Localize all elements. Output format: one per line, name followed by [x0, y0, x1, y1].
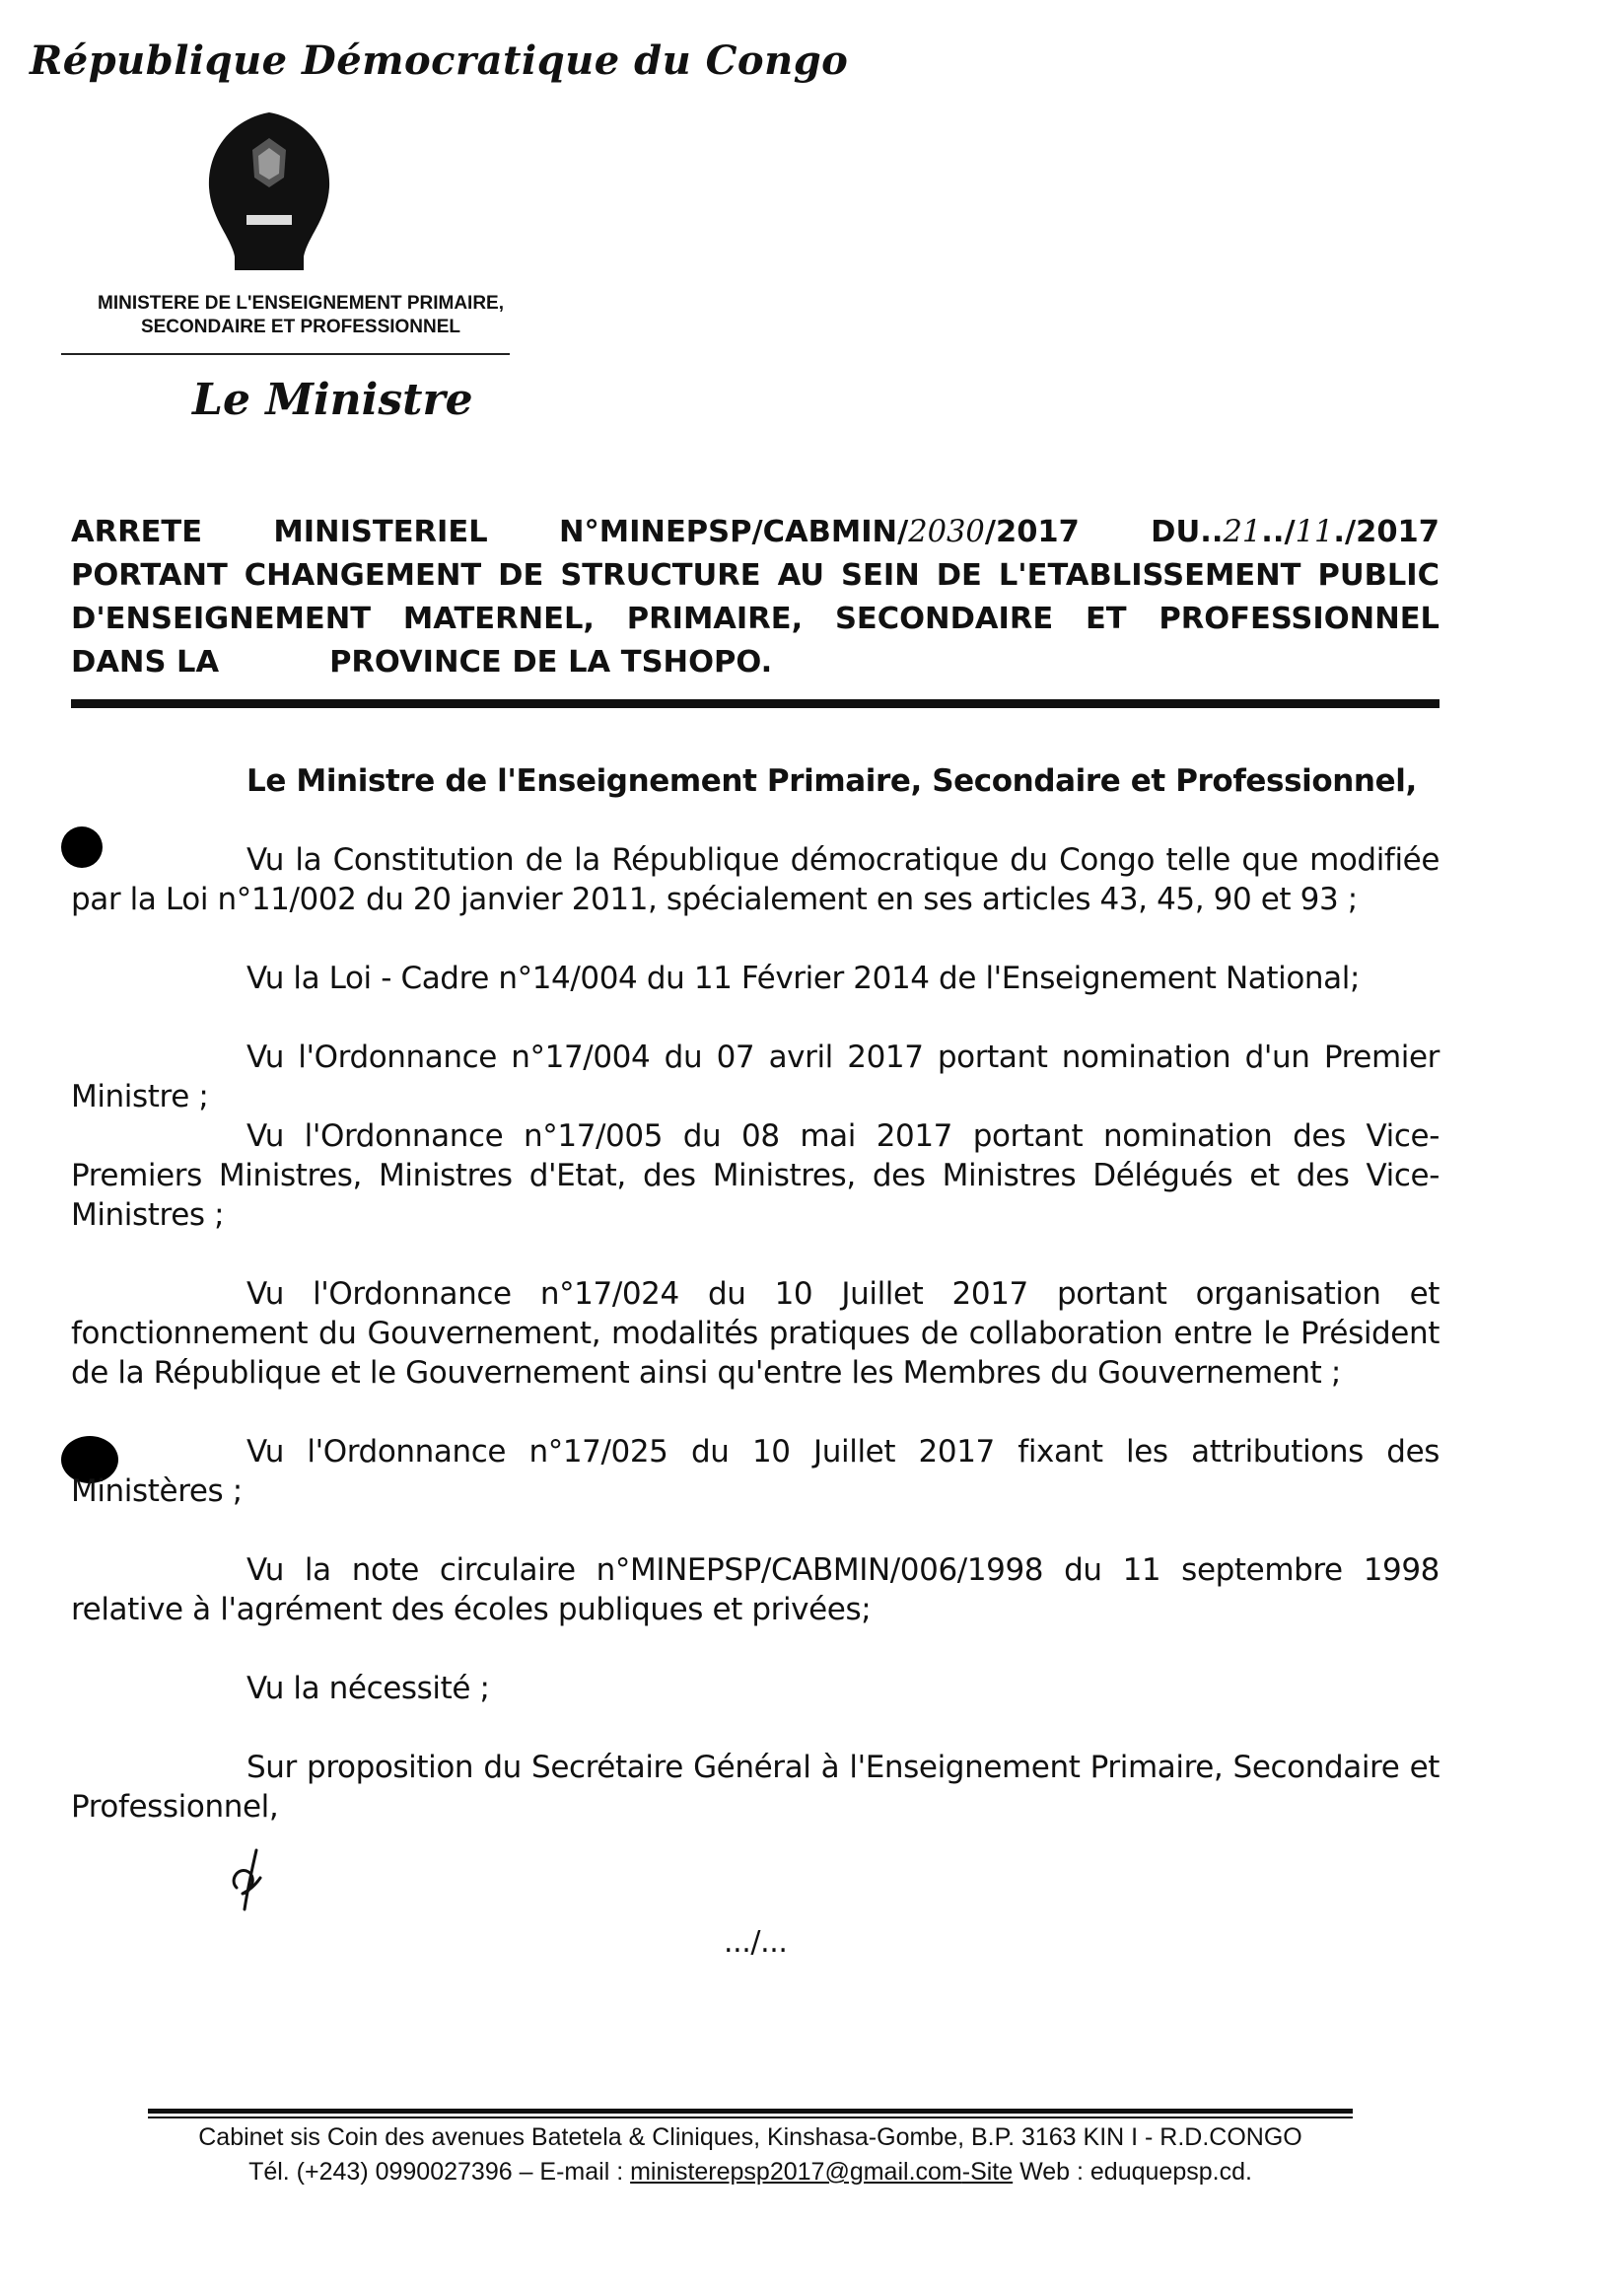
footer-divider-thin	[148, 2117, 1353, 2118]
ministry-name	[44, 292, 557, 339]
paragraph-ordonnance-premier-ministre: Vu l'Ordonnance n°17/004 du 07 avril 2017 portant nomination d'un Premier Ministre ;	[71, 1040, 1439, 1114]
footer-email-link[interactable]: ministerepsp2017@gmail.com-Site	[630, 2158, 1014, 2186]
title-divider	[71, 699, 1439, 708]
signatory-heading: Le Ministre	[192, 375, 473, 425]
paragraph-note-circulaire: Vu la note circulaire n°MINEPSP/CABMIN/006/1998 du 11 septembre 1998 relative à l'agrément des écoles publiques et privées;	[71, 1552, 1439, 1627]
decree-title	[71, 511, 1439, 684]
title-line-2: PORTANT CHANGEMENT DE STRUCTURE AU SEIN DE L'ETABLISSEMENT PUBLIC	[71, 558, 1439, 593]
paragraph-necessite: Vu la nécessité ;	[246, 1671, 490, 1706]
handwritten-initial-signature	[223, 1844, 282, 1913]
republic-heading: République Démocratique du Congo	[30, 37, 849, 84]
minister-heading: Le Ministre de l'Enseignement Primaire, Secondaire et Professionnel,	[246, 763, 1417, 799]
title-line-4: DANS LA PROVINCE DE LA TSHOPO.	[71, 645, 773, 680]
footer-address: Cabinet sis Coin des avenues Batetela & Cliniques, Kinshasa-Gombe, B.P. 3163 KIN I - R.D.CONGO	[198, 2123, 1302, 2151]
title-line-1: ARRETE MINISTERIEL N°MINEPSP/CABMIN/2030/2017 DU..21../11./2017	[71, 515, 1440, 549]
decree-number: 2030	[908, 515, 985, 549]
coat-of-arms-emblem	[195, 108, 343, 276]
paragraph-ordonnance-vice-premiers: Vu l'Ordonnance n°17/005 du 08 mai 2017 portant nomination des Vice-Premiers Ministres, Ministres d'Etat, des Ministres, des Ministres Délégués et des Vice-Ministres ;	[71, 1118, 1439, 1233]
paragraph-loi-cadre: Vu la Loi - Cadre n°14/004 du 11 Février 2014 de l'Enseignement National;	[246, 961, 1361, 996]
paragraph-ordonnance-attributions: Vu l'Ordonnance n°17/025 du 10 Juillet 2017 fixant les attributions des Ministères ;	[71, 1434, 1439, 1509]
ministry-divider	[61, 353, 510, 355]
paragraph-constitution: Vu la Constitution de la République démocratique du Congo telle que modifiée par la Loi n°11/002 du 20 janvier 2011, spécialement en ses articles 43, 45, 90 et 93 ;	[71, 842, 1439, 917]
footer-contact-line: Tél. (+243) 0990027396 – E-mail : ministerepsp2017@gmail.com-Site Web : eduquepsp.cd.	[248, 2158, 1252, 2186]
continuation-mark: .../...	[724, 1925, 788, 1960]
ministry-line-2: SECONDAIRE ET PROFESSIONNEL	[140, 317, 461, 337]
footer-contact	[148, 2120, 1353, 2189]
ministry-line-1: MINISTERE DE L'ENSEIGNEMENT PRIMAIRE,	[98, 293, 504, 314]
title-line-3: D'ENSEIGNEMENT MATERNEL, PRIMAIRE, SECONDAIRE ET PROFESSIONNEL	[71, 602, 1439, 636]
decree-day: 21	[1223, 515, 1262, 549]
paragraph-ordonnance-gouvernement: Vu l'Ordonnance n°17/024 du 10 Juillet 2017 portant organisation et fonctionnement du Gouvernement, modalités pratiques de collaboration entre le Président de la République et le Gouvernement ainsi qu'entre les Membres du Gouvernement ;	[71, 1276, 1439, 1391]
decree-month: 11	[1295, 515, 1334, 549]
paragraph-proposition: Sur proposition du Secrétaire Général à l'Enseignement Primaire, Secondaire et Professionnel,	[71, 1750, 1439, 1825]
footer-divider-thick	[148, 2109, 1353, 2114]
